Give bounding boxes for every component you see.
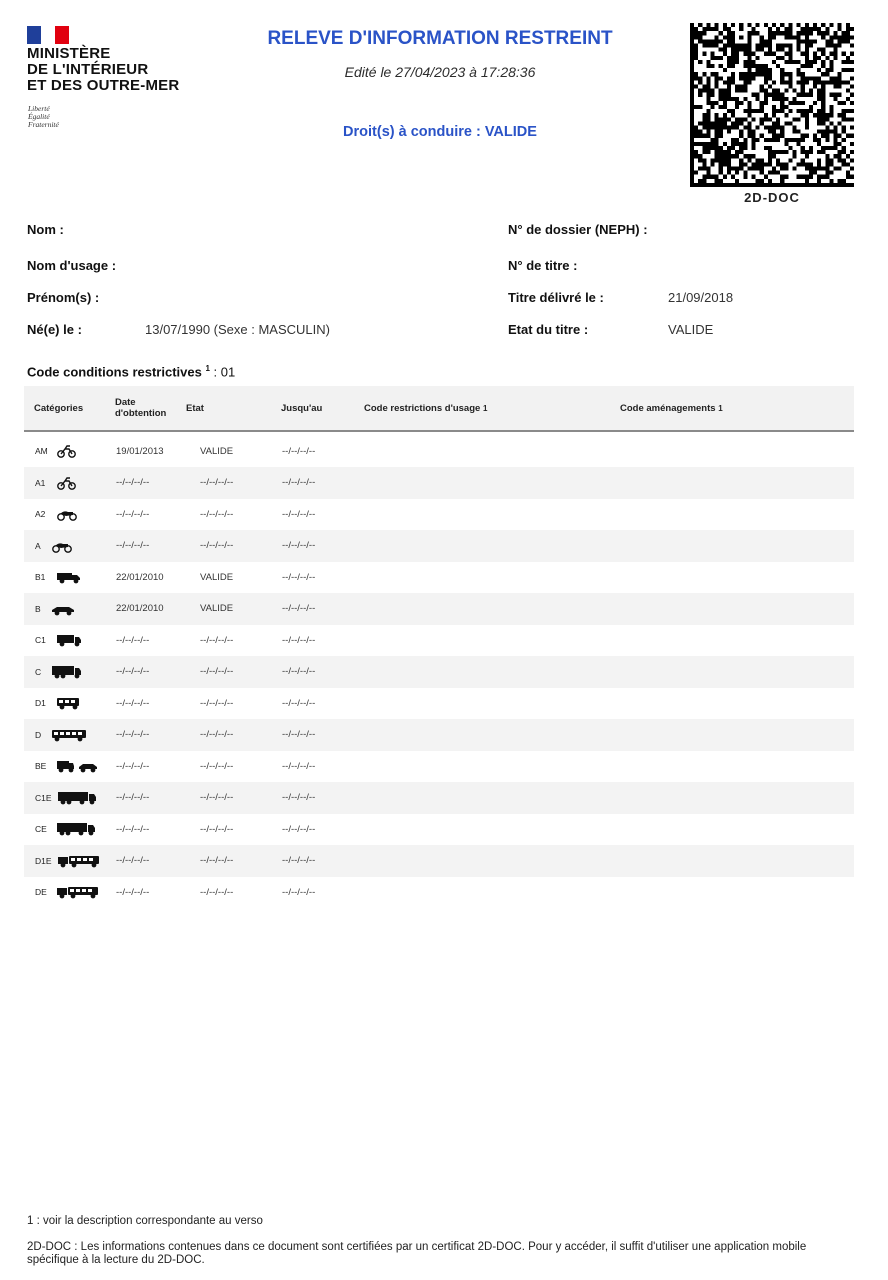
qr-label: 2D-DOC [744, 190, 800, 205]
table-row [24, 530, 854, 562]
etat-value: --/--/--/-- [200, 792, 234, 803]
date-obtention: --/--/--/-- [116, 508, 150, 520]
jusqu-value: --/--/--/-- [282, 445, 316, 457]
jusqu-value: --/--/--/-- [282, 666, 316, 677]
truck-vehicle-icon [57, 633, 113, 647]
category-code: B [35, 603, 41, 614]
jusqu-value: --/--/--/-- [282, 571, 316, 583]
dossier-label: N° de dossier (NEPH) : [508, 222, 648, 237]
table-row [24, 561, 854, 593]
table-row [24, 435, 854, 467]
category-code: DE [35, 887, 47, 897]
date-obtention: --/--/--/-- [116, 886, 150, 898]
date-obtention: --/--/--/-- [116, 697, 150, 709]
table-row [24, 467, 854, 499]
date-obtention: --/--/--/-- [116, 666, 150, 677]
header-jusqu: Jusqu'au [281, 402, 323, 414]
car-vehicle-icon [52, 602, 108, 616]
naissance-value: 13/07/1990 (Sexe : MASCULIN) [145, 322, 330, 337]
header-etat: Etat [186, 402, 204, 414]
table-header [24, 386, 854, 432]
etat-value: VALIDE [200, 603, 234, 614]
jusqu-value: --/--/--/-- [282, 540, 316, 551]
etat-value: --/--/--/-- [200, 855, 234, 866]
republic-motto: Liberté Égalité Fraternité [28, 104, 59, 129]
footnote-verso: 1 : voir la description correspondante au verso [27, 1215, 263, 1227]
nom-label: Nom : [27, 222, 64, 237]
category-code: CE [35, 824, 47, 834]
edition-date: Edité le 27/04/2023 à 17:28:36 [344, 64, 536, 80]
category-code: D1 [35, 698, 46, 708]
date-obtention: --/--/--/-- [116, 634, 150, 646]
date-obtention: 22/01/2010 [116, 603, 164, 614]
driving-rights-status: Droit(s) à conduire : VALIDE [343, 124, 537, 140]
jusqu-value: --/--/--/-- [282, 729, 316, 740]
table-row [24, 813, 854, 845]
table-row [24, 876, 854, 908]
category-code: AM [35, 446, 48, 456]
moto-vehicle-icon [57, 507, 113, 521]
date-obtention: --/--/--/-- [116, 477, 150, 488]
prenom-label: Prénom(s) : [27, 290, 100, 305]
carTrailer-vehicle-icon [57, 759, 113, 773]
date-obtention: --/--/--/-- [116, 792, 150, 803]
table-row [24, 624, 854, 656]
document-title: RELEVE D'INFORMATION RESTREINT [267, 28, 613, 49]
etat-value: --/--/--/-- [200, 823, 234, 835]
ministry-name: MINISTÈRE DE L'INTÉRIEUR ET DES OUTRE-MER [27, 45, 180, 94]
jusqu-value: --/--/--/-- [282, 886, 316, 898]
titre-delivre-label: Titre délivré le : [508, 290, 604, 305]
van-vehicle-icon [57, 570, 113, 584]
moped-vehicle-icon [57, 444, 113, 458]
truckTrailer-vehicle-icon [58, 791, 114, 805]
category-code: C1E [35, 792, 52, 803]
etat-value: --/--/--/-- [200, 540, 234, 551]
date-obtention: 22/01/2010 [116, 571, 164, 583]
footnote-2d-doc: 2D-DOC : Les informations contenues dans ce document sont certifiées par un certificat 2D-DOC. Pour y accéder, il suffit d'utiliser une application mobile spécifique à la lecture du 2D-DOC. [27, 1241, 807, 1266]
category-code: D [35, 729, 42, 740]
category-code: A [35, 540, 41, 551]
etat-value: VALIDE [200, 571, 234, 583]
date-obtention: --/--/--/-- [116, 729, 150, 740]
category-code: D1E [35, 855, 52, 866]
table-row [24, 750, 854, 782]
etat-value: --/--/--/-- [200, 886, 234, 898]
category-code: C1 [35, 635, 46, 645]
date-obtention: --/--/--/-- [116, 855, 150, 866]
datamatrix-code-icon [690, 23, 854, 187]
category-code: A2 [35, 509, 46, 519]
nom-usage-label: Nom d'usage : [27, 258, 117, 273]
date-obtention: --/--/--/-- [116, 823, 150, 835]
etat-value: --/--/--/-- [200, 666, 234, 677]
busL-vehicle-icon [52, 728, 108, 742]
table-row [24, 656, 854, 688]
table-row [24, 845, 854, 877]
table-row [24, 498, 854, 530]
category-code: B1 [35, 572, 46, 582]
moped-vehicle-icon [57, 476, 113, 490]
etat-value: --/--/--/-- [200, 634, 234, 646]
date-obtention: --/--/--/-- [116, 540, 150, 551]
jusqu-value: --/--/--/-- [282, 603, 316, 614]
truckL-vehicle-icon [52, 665, 108, 679]
date-obtention: 19/01/2013 [116, 445, 164, 457]
republic-flag-logo [27, 26, 69, 44]
table-row [24, 687, 854, 719]
header-code-amenagements: Code aménagements 1 [620, 402, 723, 414]
jusqu-value: --/--/--/-- [282, 855, 316, 866]
busS-vehicle-icon [57, 696, 113, 710]
titre-label: N° de titre : [508, 258, 578, 273]
category-code: A1 [35, 477, 46, 488]
jusqu-value: --/--/--/-- [282, 634, 316, 646]
table-row [24, 782, 854, 814]
etat-titre-value: VALIDE [668, 322, 714, 337]
date-obtention: --/--/--/-- [116, 760, 150, 772]
etat-value: --/--/--/-- [200, 477, 234, 488]
etat-value: --/--/--/-- [200, 760, 234, 772]
table-row [24, 719, 854, 751]
table-row [24, 593, 854, 625]
jusqu-value: --/--/--/-- [282, 508, 316, 520]
category-code: C [35, 666, 42, 677]
header-categories: Catégories [34, 402, 84, 414]
jusqu-value: --/--/--/-- [282, 792, 316, 803]
etat-value: VALIDE [200, 445, 234, 457]
jusqu-value: --/--/--/-- [282, 697, 316, 709]
category-code: BE [35, 761, 47, 771]
etat-value: --/--/--/-- [200, 729, 234, 740]
etat-value: --/--/--/-- [200, 697, 234, 709]
moto-vehicle-icon [52, 539, 108, 553]
jusqu-value: --/--/--/-- [282, 760, 316, 772]
header-date: Date d'obtention [115, 397, 167, 419]
restrictive-conditions: Code conditions restrictives $^1$ : 01 [27, 364, 236, 380]
jusqu-value: --/--/--/-- [282, 823, 316, 835]
naissance-label: Né(e) le : [27, 322, 82, 337]
truckTrailer-vehicle-icon [57, 822, 113, 836]
etat-value: --/--/--/-- [200, 508, 234, 520]
titre-delivre-value: 21/09/2018 [668, 290, 734, 305]
busTrailer-vehicle-icon [58, 854, 114, 868]
etat-titre-label: Etat du titre : [508, 322, 589, 337]
busTrailer-vehicle-icon [57, 885, 113, 899]
jusqu-value: --/--/--/-- [282, 477, 316, 488]
header-code-restrictions: Code restrictions d'usage 1 [364, 402, 488, 414]
